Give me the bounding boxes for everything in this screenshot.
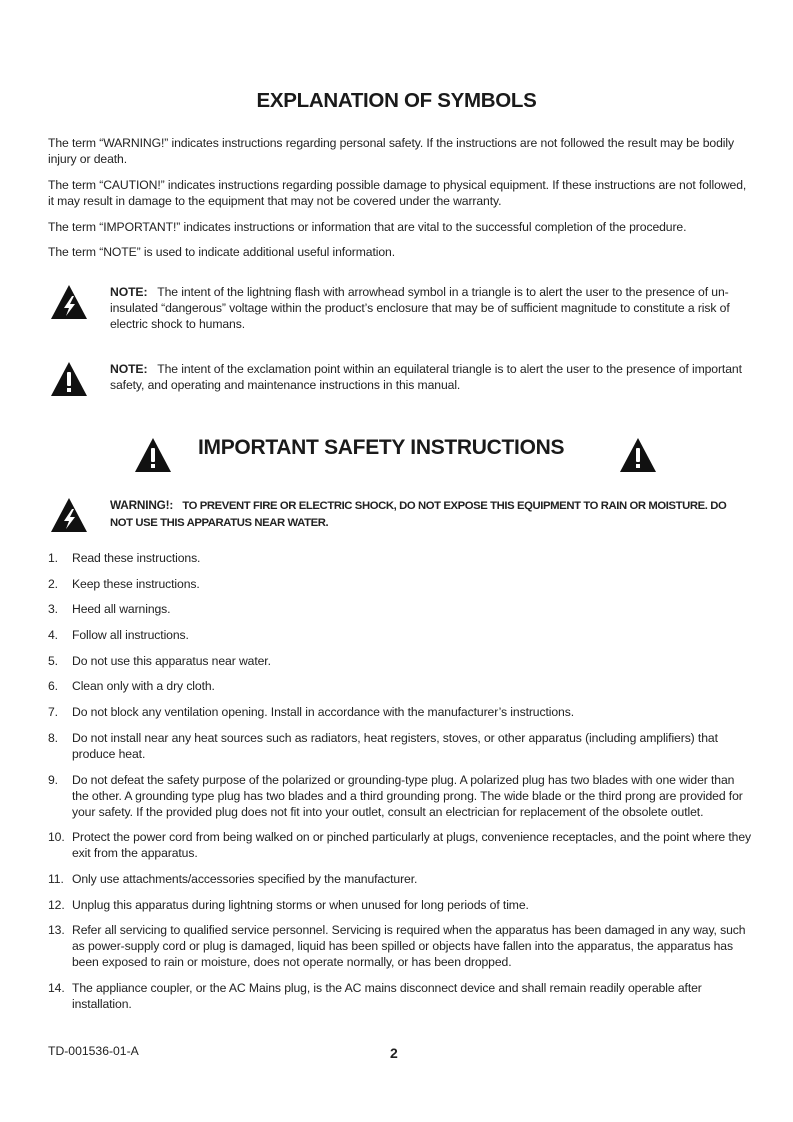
note-label: NOTE: [110, 285, 148, 299]
list-item: 12. Unplug this apparatus during lightning storms or when unused for long periods of time. [48, 897, 529, 912]
note-label: NOTE: [110, 362, 148, 376]
page-number: 2 [390, 1045, 398, 1061]
lightning-triangle-icon [50, 497, 88, 533]
exclamation-triangle-icon [134, 437, 172, 473]
exclamation-triangle-icon [619, 437, 657, 473]
warning-text: TO PREVENT FIRE OR ELECTRIC SHOCK, DO NOT EXPOSE THIS EQUIPMENT TO RAIN OR MOISTURE. DO NOT USE THIS APPARATUS NEAR WATER. [110, 500, 727, 529]
list-item: 2. Keep these instructions. [48, 576, 200, 591]
intro-caution-paragraph: The term “CAUTION!” indicates instructions regarding possible damage to physical equipment. If these instructions are not followed, it may result in damage to the equipment that may not be covered under the warranty. [48, 178, 747, 208]
list-item: 10. Protect the power cord from being walked on or pinched particularly at plugs, convenience receptacles, and the point where they exit from the apparatus. [48, 830, 752, 861]
lightning-note [110, 284, 750, 332]
list-item: 5. Do not use this apparatus near water. [48, 653, 271, 668]
intro-important-paragraph: The term “IMPORTANT!” indicates instructions or information that are vital to the successful completion of the procedure. [48, 220, 687, 234]
list-item: 13. Refer all servicing to qualified service personnel. Servicing is required when the apparatus has been damaged in any way, such as power-supply cord or plug is damaged, liquid has been spilled or objects have fallen into the apparatus, the apparatus has been exposed to rain or moisture, does not operate normally, or has been dropped. [48, 923, 746, 970]
safety-instructions-list [48, 550, 753, 1022]
list-item: 4. Follow all instructions. [48, 628, 189, 643]
exclamation-triangle-icon [50, 361, 88, 397]
lightning-triangle-icon [50, 284, 88, 320]
list-item: 8. Do not install near any heat sources such as radiators, heat registers, stoves, or other apparatus (including amplifiers) that produce heat. [48, 730, 718, 761]
list-item: 3. Heed all warnings. [48, 602, 171, 617]
page-title: EXPLANATION OF SYMBOLS [256, 89, 537, 112]
intro-note-paragraph: The term “NOTE” is used to indicate additional useful information. [48, 245, 395, 259]
note-text: The intent of the lightning flash with arrowhead symbol in a triangle is to alert the user to the presence of un-insulated “dangerous” voltage within the product’s enclosure that may be of sufficient magnitude to constitute a risk of electric shock to humans. [110, 285, 730, 331]
note-text: The intent of the exclamation point within an equilateral triangle is to alert the user to the presence of important safety, and operating and maintenance instructions in this manual. [110, 362, 742, 392]
list-item: 1. Read these instructions. [48, 551, 201, 565]
document-id: TD-001536-01-A [48, 1044, 139, 1058]
list-item: 14. The appliance coupler, or the AC Mains plug, is the AC mains disconnect device and shall remain readily operable after installation. [48, 980, 702, 1011]
intro-warning-paragraph: The term “WARNING!” indicates instructions regarding personal safety. If the instructions are not followed the result may be bodily injury or death. [48, 136, 734, 166]
warning-statement [110, 497, 750, 531]
safety-instructions-title: IMPORTANT SAFETY INSTRUCTIONS [198, 436, 565, 459]
list-item: 7. Do not block any ventilation opening. Install in accordance with the manufacturer’s instructions. [48, 705, 575, 720]
list-item: 9. Do not defeat the safety purpose of the polarized or grounding-type plug. A polarized plug has two blades with one wider than the other. A grounding type plug has two blades and a third grounding prong. The wide blade or the third prong are provided for your safety. If the provided plug does not fit into your outlet, consult an electrician for replacement of the obsolete outlet. [48, 772, 743, 819]
warning-label: WARNING!: [110, 498, 174, 512]
list-item: 11. Only use attachments/accessories specified by the manufacturer. [48, 871, 418, 886]
exclamation-note [110, 361, 750, 393]
list-item: 6. Clean only with a dry cloth. [48, 679, 215, 694]
